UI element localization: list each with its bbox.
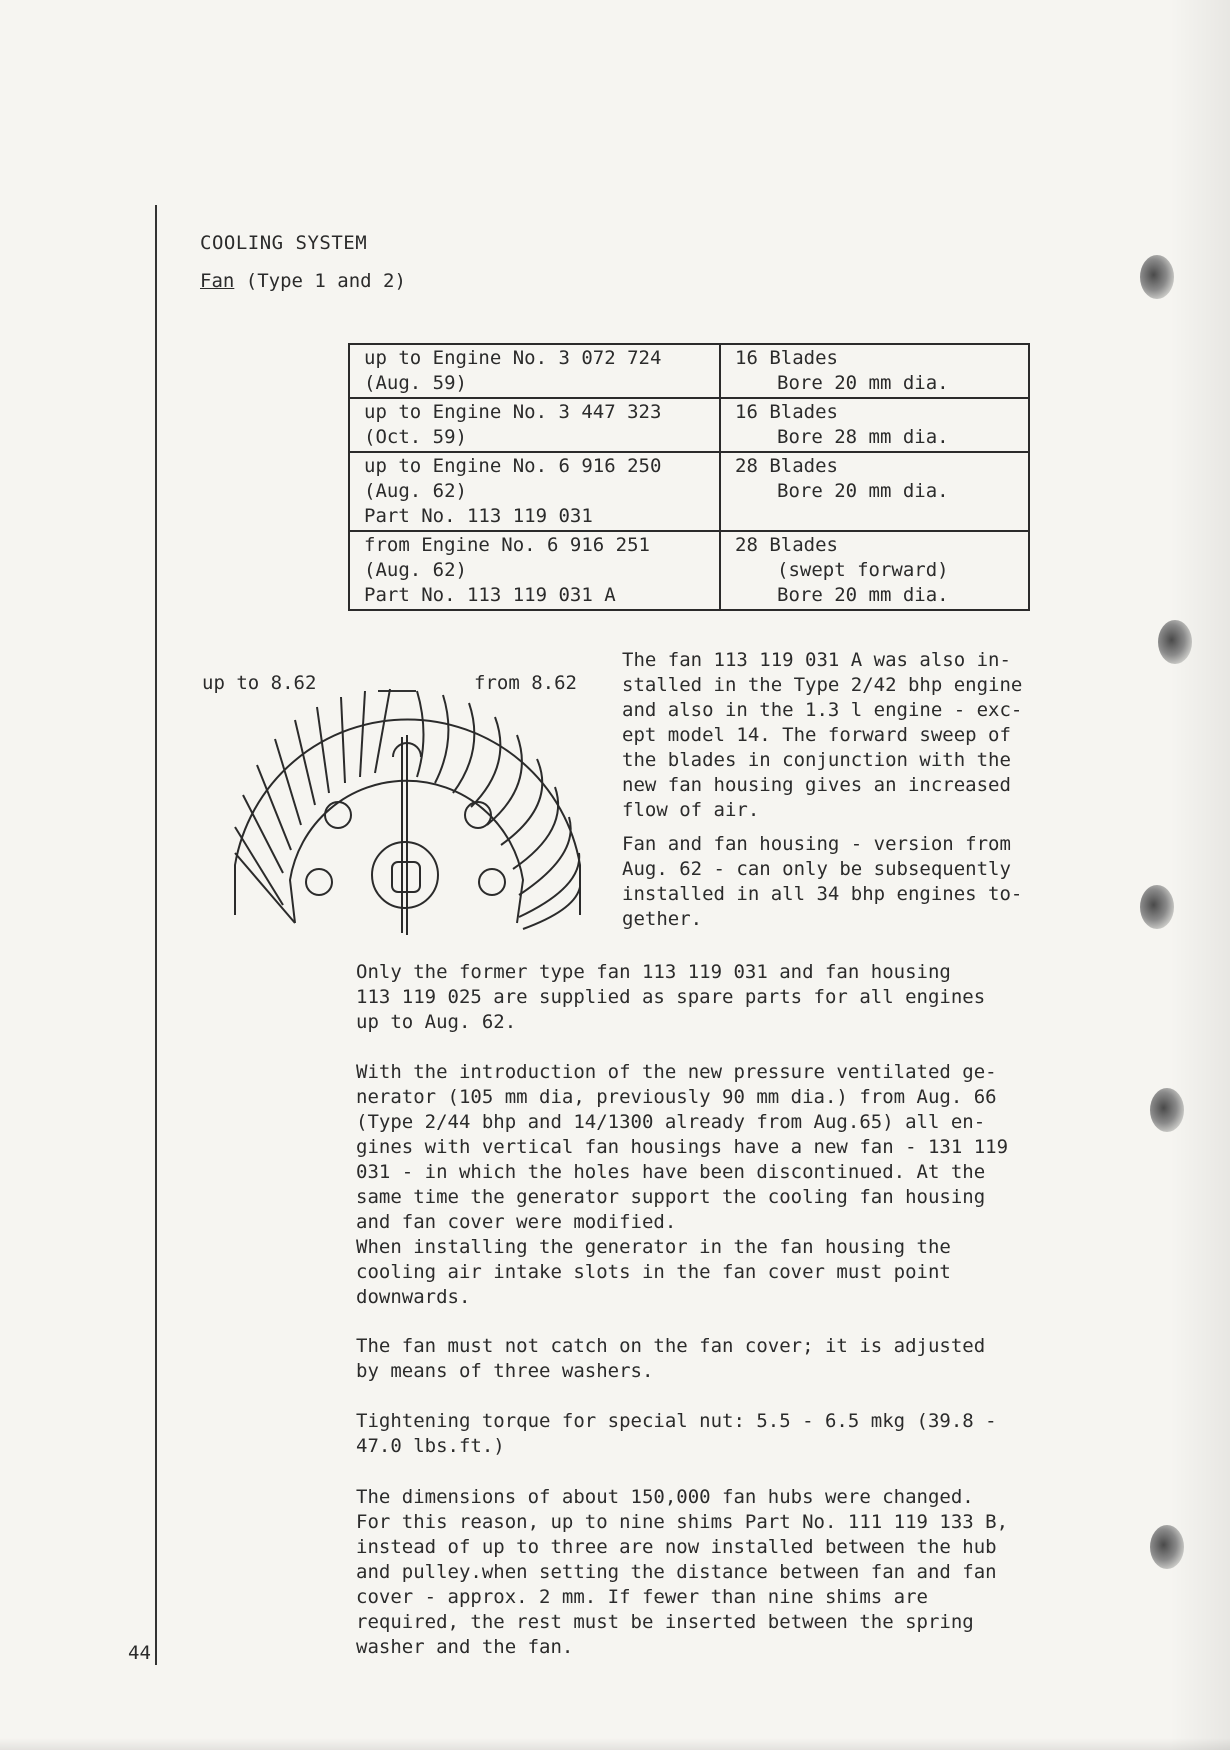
paragraph-fan-installation: The fan 113 119 031 A was also in- stalled in the Type 2/42 bhp engine and also in the 1.3 l engine - exc- ept model 14. The forward sweep of the blades in conjunction with the new fan housing gives an increased flow of air. [622,649,1023,821]
bore-size: Bore 20 mm dia. [777,584,949,606]
table-cell [720,531,1029,610]
bore-size: Bore 20 mm dia. [777,480,949,502]
paragraph-fan-hub-shims: The dimensions of about 150,000 fan hubs were changed. For this reason, up to nine shims Part No. 111 119 133 B, instead of up to three are now installed between the hub and pulley.when setting the distance between fan and fan cover - approx. 2 mm. If fewer than nine shims are required, the rest must be inserted between the spring washer and the fan. [356,1486,1009,1658]
engine-range: from Engine No. 6 916 251 [364,534,650,556]
engine-range: up to Engine No. 6 916 250 [364,455,662,477]
section-title: COOLING SYSTEM [200,232,368,254]
table-cell [720,452,1029,531]
fan-heading-rest: (Type 1 and 2) [234,270,406,292]
paragraph-new-generator: With the introduction of the new pressure ventilated ge- nerator (105 mm dia, previously 90 mm dia.) from Aug. 66 (Type 2/44 bhp and 14/1300 already from Aug.65) all en- gines with vertical fan housings have a new fan - 131 119 031 - in which the holes have been discontinued. At the same time the generator support the cooling fan housing and fan cover were modified. When installing the generator in the fan housing the cooling air intake slots in the fan cover must point downwards. [356,1061,1009,1308]
binder-hole [1140,885,1174,929]
diagram-label-old: up to 8.62 [202,672,317,694]
table-cell [349,398,720,452]
bore-size: Bore 28 mm dia. [777,426,949,448]
blade-count: 28 Blades [735,455,838,477]
engine-date: (Aug. 62) [364,559,467,581]
margin-change-bar [155,205,157,1665]
blade-style: (swept forward) [777,559,949,581]
fan-comparison-diagram [195,665,595,960]
bore-size: Bore 20 mm dia. [777,372,949,394]
part-number: Part No. 113 119 031 [364,505,593,527]
fan-heading: Fan [200,270,235,292]
fan-hole [306,869,332,895]
engine-date: (Aug. 62) [364,480,467,502]
binder-hole [1158,620,1192,664]
table-cell [720,344,1029,398]
table-row [349,452,1029,531]
paragraph-fan-cover-clearance: The fan must not catch on the fan cover; it is adjusted by means of three washers. [356,1335,986,1382]
table-cell [349,452,720,531]
table-cell [349,531,720,610]
blade-count: 16 Blades [735,401,838,423]
table-cell [349,344,720,398]
diagram-label-new: from 8.62 [474,672,577,694]
part-number: Part No. 113 119 031 A [364,584,616,606]
fan-spec-table [348,343,1030,611]
fan-hole [325,802,351,828]
paragraph-tightening-torque: Tightening torque for special nut: 5.5 - 6.5 mkg (39.8 - 47.0 lbs.ft.) [356,1410,997,1457]
blade-count: 16 Blades [735,347,838,369]
paragraph-fan-housing-version: Fan and fan housing - version from Aug. 62 - can only be subsequently installed in all 34 bhp engines to- gether. [622,833,1023,930]
table-row [349,344,1029,398]
table-row [349,531,1029,610]
engine-range: up to Engine No. 3 072 724 [364,347,662,369]
page-number: 44 [128,1642,151,1664]
page-bottom-shadow [0,1738,1230,1750]
table-cell [720,398,1029,452]
fan-hole [479,869,505,895]
engine-range: up to Engine No. 3 447 323 [364,401,662,423]
engine-date: (Aug. 59) [364,372,467,394]
engine-date: (Oct. 59) [364,426,467,448]
section-subtitle [200,270,406,292]
binder-hole [1140,255,1174,299]
binder-hole [1150,1088,1184,1132]
table-row [349,398,1029,452]
binder-hole [1150,1525,1184,1569]
page-edge-shadow [1170,0,1230,1750]
blade-count: 28 Blades [735,534,838,556]
paragraph-spare-parts: Only the former type fan 113 119 031 and fan housing 113 119 025 are supplied as spare parts for all engines up to Aug. 62. [356,961,986,1033]
fan-center-hub [372,842,438,908]
